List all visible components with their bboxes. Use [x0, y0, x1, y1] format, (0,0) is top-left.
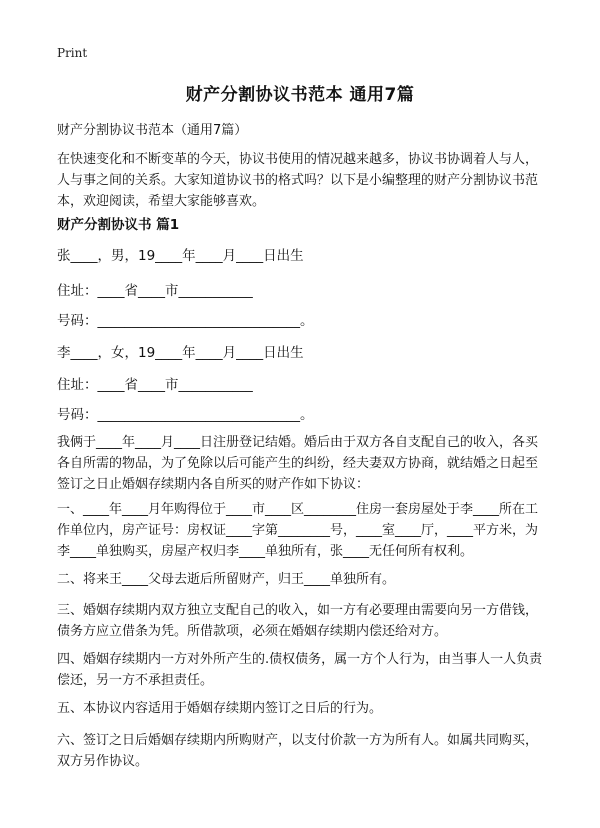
clause-1: 一、____年____月年购得位于____市____区________住房一套房屋处于李____所在工作单位内，房产证号：房权证____字第________号，____室____厅，____平方米，为李____单独购买，房屋产权归李____单独所有，张____无任何所有权利。: [57, 502, 539, 559]
party-a-line: 张____，男，19____年____月____日出生: [57, 248, 304, 264]
print-link[interactable]: Print: [57, 46, 88, 60]
clause-4: 四、婚姻存续期内一方对外所产生的.债权债务，属一方个人行为，由当事人一人负责偿还，另一方不承担责任。: [57, 652, 543, 688]
clause-3: 三、婚姻存续期内双方独立支配自己的收入，如一方有必要理由需要向另一方借钱，债务方应立借条为凭。所借款项，必须在婚姻存续期内偿还给对方。: [57, 603, 539, 639]
clause-2: 二、将来王____父母去逝后所留财产，归王____单独所有。: [57, 572, 396, 587]
document-subtitle: 财产分割协议书范本（通用7篇）: [57, 123, 248, 138]
party-b-address: 住址：____省____市___________: [57, 377, 253, 393]
intro-paragraph: 在快速变化和不断变革的今天，协议书使用的情况越来越多，协议书协调着人与人，人与事之间的关系。大家知道协议书的格式吗？以下是小编整理的财产分割协议书范本，欢迎阅读，希望大家能够喜欢。: [57, 152, 539, 209]
clause-6: 六、签订之日后婚姻存续期内所购财产，以支付价款一方为所有人。如属共同购买，双方另作协议。: [57, 733, 539, 769]
section-heading: 财产分割协议书 篇1: [57, 217, 180, 233]
clause-5: 五、本协议内容适用于婚姻存续期内签订之日后的行为。: [57, 701, 383, 716]
party-b-line: 李____，女，19____年____月____日出生: [57, 345, 304, 361]
agreement-paragraph: 我俩于____年____月____日注册登记结婚。婚后由于双方各自支配自己的收入，各买各自所需的物品，为了免除以后可能产生的纠纷，经夫妻双方协商，就结婚之日起至签订之日止婚姻存续期内各自所买的财产作如下协议：: [57, 435, 539, 492]
document-title: 财产分割协议书范本 通用7篇: [185, 85, 415, 105]
party-a-id: 号码：______________________________。: [57, 313, 314, 329]
party-b-id: 号码：______________________________。: [57, 407, 314, 423]
party-a-address: 住址：____省____市___________: [57, 283, 253, 299]
